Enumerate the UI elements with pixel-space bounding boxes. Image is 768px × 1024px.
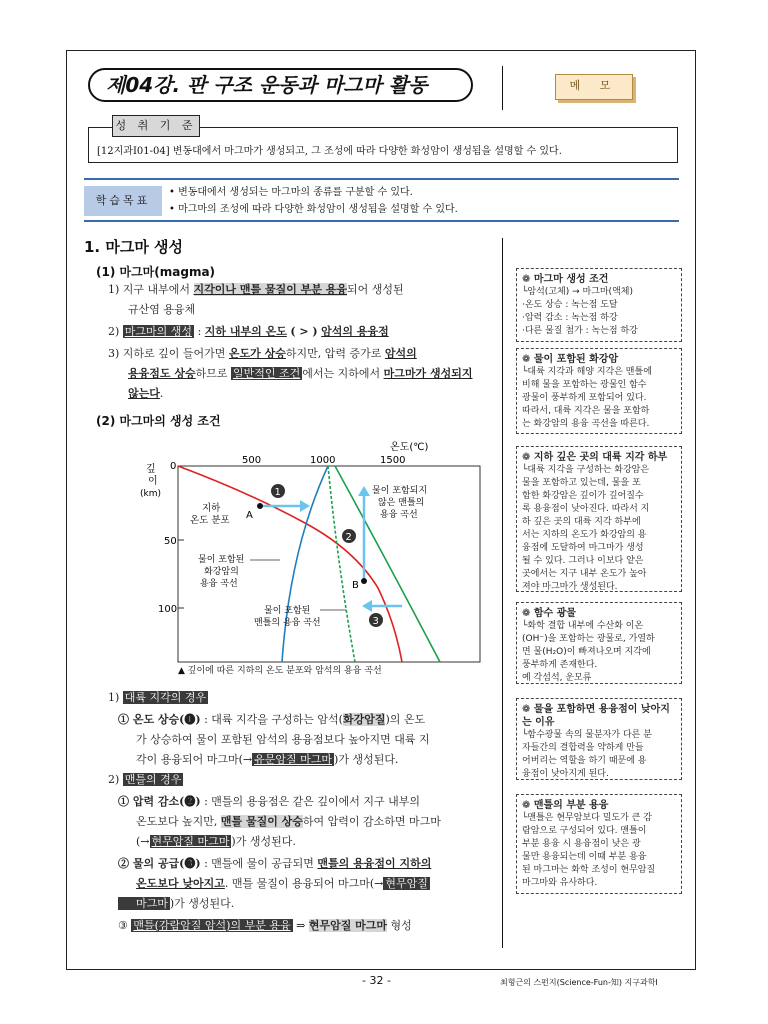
paragraph-2 (108, 322, 493, 342)
note-line: 예 각섬석, 운모류 (522, 673, 592, 683)
melting-curve-chart (140, 438, 490, 678)
highlight: 화강암질 (342, 713, 386, 726)
note-line: 하 깊은 곳의 대륙 지각 하부에 (522, 517, 641, 527)
note-line: 비해 물을 포함하는 광물인 함수 (522, 380, 647, 390)
text: 맨틀의 용융점이 지하의 (317, 857, 432, 870)
note-line: 융점이 낮아지게 된다. (522, 769, 609, 779)
step-number: 1 (274, 487, 281, 498)
note-line: └맨틀은 현무암보다 밀도가 큰 감 (522, 813, 652, 823)
step-number: 2 (345, 532, 352, 543)
note-title: ❁ 마그마 생성 조건 (522, 274, 609, 285)
text: 1) (108, 691, 120, 704)
note-line: └함수광물 속의 물분자가 다른 분 (522, 730, 652, 740)
text: 가 상승하여 물이 포함된 암석의 용융점보다 높아지면 대륙 지 (136, 733, 430, 746)
note-line: 될 수 있다. 그러나 이보다 얕은 (522, 556, 644, 566)
section-heading: 1. 마그마 생성 (84, 238, 184, 256)
goals-label: 학습목표 (84, 186, 162, 216)
goal-item: • 마그마의 조성에 따라 다양한 화성암이 생성됨을 설명할 수 있다. (169, 204, 458, 215)
text: 각이 용융되어 마그마(→ (136, 753, 253, 766)
note-line: 는 화강암의 용융 곡선을 따른다. (522, 419, 650, 429)
y-axis-label: 깊 (146, 464, 156, 475)
note-line: ·온도 상승 : 녹는점 도달 (522, 300, 618, 310)
case-summary (118, 916, 498, 936)
note-line: 져야 마그마가 생성된다. (522, 582, 618, 592)
note-line: 마그마와 유사하다. (522, 878, 598, 888)
note-magma-conditions (516, 268, 682, 342)
note-line: 함한 화강암은 깊이가 깊어질수 (522, 491, 644, 501)
annotation: 용융 곡선 (200, 579, 238, 589)
highlight: 현무암질 마그마 (308, 919, 388, 932)
text: : (197, 325, 202, 338)
annotation: 물이 포함되지 (372, 486, 428, 496)
tick-label: 500 (242, 455, 262, 466)
annotation: 지하 (202, 503, 221, 514)
arrowhead-3 (362, 600, 372, 612)
memo-divider (502, 238, 503, 948)
note-line: 광물이 풍부하게 포함되어 있다. (522, 393, 647, 403)
x-axis-label: 온도(℃) (390, 442, 429, 453)
note-line: 물만 용융되는데 이때 부분 용융 (522, 852, 647, 862)
annotation: 맨틀의 용융 곡선 (254, 618, 321, 628)
text: ① 압력 감소(❷) (118, 795, 201, 808)
annotation: 않은 맨틀의 (378, 498, 425, 508)
text: 3) 지하로 깊이 들어가면 (108, 347, 226, 360)
page-number: - 32 - (362, 974, 391, 987)
note-line: 풍부하게 존재한다. (522, 660, 598, 670)
text: 2) (108, 773, 120, 786)
note-line: └암석(고체) → 마그마(액체) (522, 287, 633, 297)
memo-tag: 메 모 (555, 74, 633, 100)
note-line: 물을 포함하고 있는데, 물을 포 (522, 478, 641, 488)
highlight: 대륙 지각의 경우 (124, 691, 207, 704)
text: (→ (136, 835, 150, 848)
text: 에서는 지하에서 (302, 367, 381, 380)
text: 마그마가 생성되지 (383, 367, 473, 380)
tick-label: 50 (164, 536, 177, 547)
standard-tab: 성 취 기 준 (112, 115, 200, 137)
case-mantle (108, 770, 498, 790)
annotation: 온도 분포 (190, 515, 230, 526)
text: ① 온도 상승(❶) (118, 713, 201, 726)
highlight: 일반적인 조건 (232, 367, 301, 380)
note-water-melting-point (516, 698, 682, 780)
note-line: 면 물(H₂O)이 빠져나오며 지각에 (522, 647, 651, 657)
text: 온도보다 낮아지고 (136, 877, 225, 890)
text: 규산염 용융체 (128, 303, 196, 316)
text: ③ (118, 919, 128, 932)
text: 2) (108, 325, 120, 338)
text: 하므로 (195, 367, 228, 380)
text: . (159, 387, 164, 400)
case-continental (108, 688, 498, 708)
text: 암석의 (384, 347, 417, 360)
text: 하지만, 압력 증가로 (285, 347, 382, 360)
subsection-conditions: (2) 마그마의 생성 조건 (96, 414, 221, 428)
text: 1) 지구 내부에서 (108, 283, 191, 296)
point-label: B (352, 580, 359, 591)
text: )가 생성된다. (231, 835, 296, 848)
note-line: ·다른 물질 첨가 : 녹는점 하강 (522, 326, 638, 336)
highlight: 지각이나 맨틀 물질이 부분 용융 (193, 283, 348, 296)
note-deep-crust (516, 446, 682, 592)
note-line: 록 용융점이 낮아진다. 따라서 지 (522, 504, 650, 514)
tick-label: 1500 (380, 455, 406, 466)
arrowhead-1 (300, 500, 310, 512)
annotation: 물이 포함된 (264, 606, 311, 616)
text: 온도가 상승 (228, 347, 286, 360)
note-line: (OH⁻)을 포함하는 광물로, 가열하 (522, 634, 655, 644)
text: 형성 (390, 919, 412, 932)
text: 않는다 (128, 387, 160, 400)
text: 되어 생성된 (347, 283, 404, 296)
highlight: 맨틀(감람암질 암석)의 부분 용융 (133, 919, 291, 932)
note-line: 어버리는 역할을 하기 때문에 용 (522, 756, 647, 766)
text: ② 물의 공급(❸) (118, 857, 201, 870)
text: 암석의 용융점 (321, 325, 389, 338)
text: . 맨틀 물질이 용융되어 마그마(→ (224, 877, 384, 890)
highlight: 마그마의 생성 (124, 325, 193, 338)
note-mantle-partial-melting (516, 794, 682, 894)
y-axis-label: (km) (140, 489, 162, 499)
note-line: 된 마그마는 화학 조성이 현무암질 (522, 865, 656, 875)
note-line: 람암으로 구성되어 있다. 맨틀이 (522, 826, 647, 836)
learning-goals (84, 178, 679, 222)
paragraph-3 (108, 344, 493, 404)
standard-text: [12지과Ⅰ01-04] 변동대에서 마그마가 생성되고, 그 조성에 따라 다양한 화성암이 생성됨을 설명할 수 있다. (97, 146, 562, 157)
arrowhead-2 (358, 486, 370, 496)
goals-list (169, 184, 458, 218)
note-line: └대륙 지각과 해양 지각은 맨틀에 (522, 367, 652, 377)
note-title: ❁ 물을 포함하면 용융점이 낮아지는 이유 (522, 704, 670, 728)
tick-label: 1000 (310, 455, 336, 466)
goal-item: • 변동대에서 생성되는 마그마의 종류를 구분할 수 있다. (169, 187, 413, 198)
text: )가 생성된다. (334, 753, 399, 766)
point-label: A (246, 510, 253, 521)
point-a (257, 503, 263, 509)
highlight: 현무암질 (385, 877, 428, 890)
tick-label: 0 (170, 461, 177, 472)
note-title: ❁ 함수 광물 (522, 608, 576, 619)
note-line: 곳에서는 지구 내부 온도가 높아 (522, 569, 647, 579)
highlight: 유문암질 마그마 (254, 753, 333, 766)
highlight: 맨틀의 경우 (124, 773, 182, 786)
highlight: 맨틀 물질이 상승 (220, 815, 303, 828)
text: )의 온도 (385, 713, 426, 726)
note-hydrous-minerals (516, 602, 682, 684)
note-line: └화학 결합 내부에 수산화 이온 (522, 621, 644, 631)
note-line: 자들간의 결합력을 약하게 만들 (522, 743, 644, 753)
text: 용융점도 상승 (128, 367, 196, 380)
tick-label: 100 (158, 604, 178, 615)
note-line: 따라서, 대륙 지각은 물을 포함하 (522, 406, 650, 416)
granite-melting-curve (282, 466, 328, 662)
text: : 맨틀에 물이 공급되면 (204, 857, 314, 870)
figure-caption: ▲ 깊이에 따른 지하의 온도 분포와 암석의 용융 곡선 (178, 666, 382, 676)
header-divider (502, 66, 503, 110)
note-line: └대륙 지각을 구성하는 화강암은 (522, 465, 650, 475)
paragraph-1 (108, 280, 493, 320)
note-title: ❁ 지하 깊은 곳의 대륙 지각 하부 (522, 452, 668, 463)
annotation: 용융 곡선 (380, 510, 418, 520)
note-line: ·압력 감소 : 녹는점 하강 (522, 313, 618, 323)
text: : 맨틀의 용융점은 같은 깊이에서 지구 내부의 (204, 795, 421, 808)
note-line: 서는 지하의 온도가 화강암의 용 (522, 530, 647, 540)
text: )가 생성된다. (169, 897, 235, 910)
text: ⇒ (296, 919, 306, 932)
y-axis-label: 이 (148, 476, 158, 487)
book-title: 최형근의 스펀지(Science-Fun-知) 지구과학Ⅰ (500, 978, 658, 987)
text: 하여 압력이 감소하면 마그마 (302, 815, 441, 828)
note-title: ❁ 물이 포함된 화강암 (522, 354, 619, 365)
subsection-magma: (1) 마그마(magma) (96, 265, 216, 279)
lecture-title: 제04강. 판 구조 운동과 마그마 활동 (88, 68, 473, 102)
note-wet-granite (516, 348, 682, 434)
highlight: 마그마 (118, 897, 170, 910)
step-number: 3 (372, 616, 379, 627)
annotation: 화강암의 (204, 567, 239, 577)
case-mantle-pressure (118, 792, 498, 852)
note-title: ❁ 맨틀의 부분 용융 (522, 800, 609, 811)
annotation: 물이 포함된 (198, 555, 245, 565)
note-line: 부분 용융 시 용융점이 낮은 광 (522, 839, 641, 849)
note-line: 융점에 도달하여 마그마가 생성 (522, 543, 644, 553)
highlight: 현무암질 마그마 (151, 835, 230, 848)
text: : 대륙 지각을 구성하는 암석( (204, 713, 343, 726)
case-mantle-water (118, 854, 498, 914)
text: 지하 내부의 온도 (204, 325, 287, 338)
text: 온도보다 높지만, (136, 815, 218, 828)
case-continental-body (118, 710, 498, 770)
point-b (361, 578, 367, 584)
text: ( > ) (290, 325, 318, 338)
